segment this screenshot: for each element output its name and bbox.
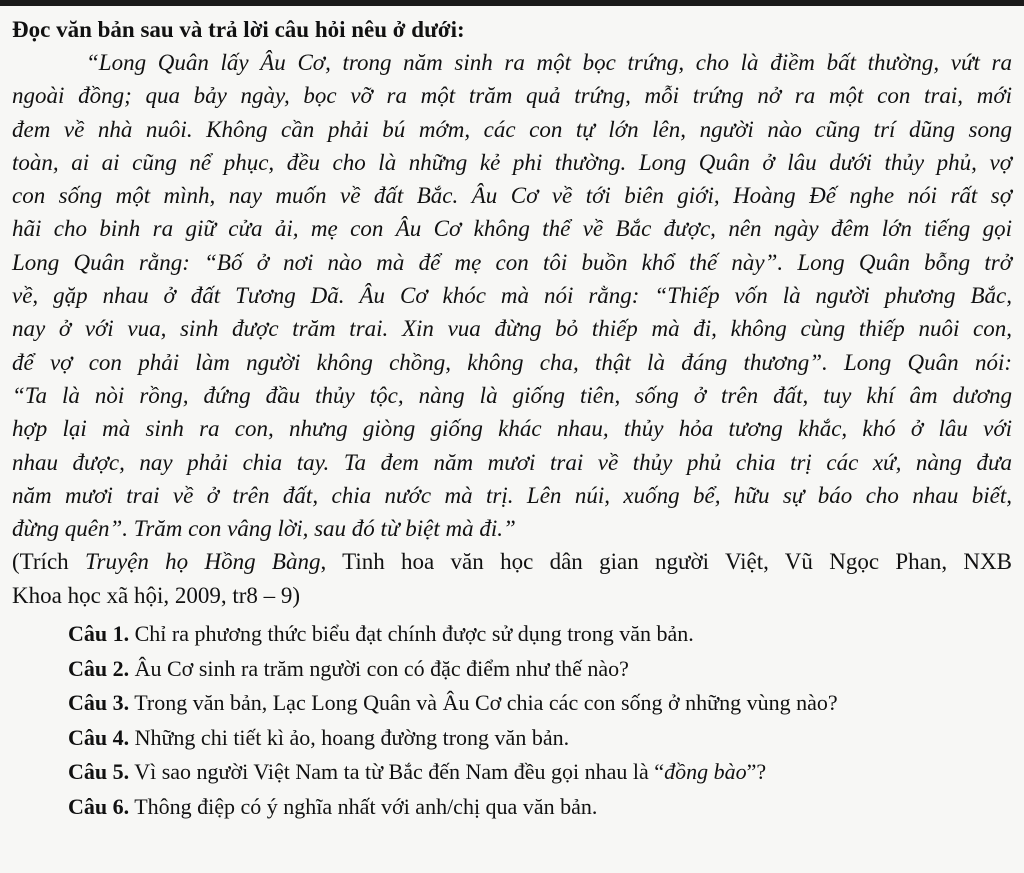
passage-line: hợp lại mà sinh ra con, nhưng giòng giống khác nhau, thủy hỏa tương khắc, khó ở lâu với — [12, 416, 1012, 442]
passage-line: để vợ con phải làm người không chồng, không cha, thật là đáng thương”. Long Quân nói: — [12, 349, 1012, 375]
question-label: Câu 2. — [68, 655, 130, 681]
question-text: Trong văn bản, Lạc Long Quân và Âu Cơ chia các con sống ở những vùng nào? — [129, 690, 838, 716]
passage-line: “Ta là nòi rồng, đứng đầu thủy tộc, nàng là giống tiên, sống ở trên đất, tuy khí âm dương — [12, 382, 1012, 408]
question-text: Chỉ ra phương thức biểu đạt chính được sử dụng trong văn bản. — [129, 621, 694, 647]
question-item — [12, 790, 1012, 825]
question-item — [12, 755, 1012, 790]
instruction-heading: Đọc văn bản sau và trả lời câu hỏi nêu ở dưới: — [12, 17, 465, 42]
question-text-end: ”? — [746, 759, 767, 785]
source-citation — [12, 545, 1012, 612]
citation-title: Truyện họ Hồng Bàng — [84, 549, 321, 575]
passage-line: con sống một mình, nay muốn về đất Bắc. Âu Cơ về tới biên giới, Hoàng Đế nghe nói rất sợ — [12, 183, 1012, 209]
passage-line: đem về nhà nuôi. Không cần phải bú mớm, các con tự lớn lên, người nào cũng trí dũng song — [12, 116, 1012, 142]
passage-line: Long Quân rằng: “Bố ở nơi nào mà để mẹ con tôi buồn khổ thế này”. Long Quân bỗng trở — [12, 249, 1012, 275]
question-text: Âu Cơ sinh ra trăm người con có đặc điểm như thế nào? — [129, 655, 629, 681]
question-item — [12, 652, 1012, 687]
question-text: Thông điệp có ý nghĩa nhất với anh/chị qua văn bản. — [129, 793, 598, 819]
question-emphasis: đồng bào — [664, 759, 747, 785]
passage-line: năm mươi trai về ở trên đất, chia nước mà trị. Lên núi, xuống bể, hữu sự báo cho nhau biết, — [12, 482, 1012, 508]
question-label: Câu 4. — [68, 724, 130, 750]
citation-rest: , Tinh hoa văn học dân gian người Việt, Vũ Ngọc Phan, NXB — [320, 549, 1012, 575]
passage-line: nhau được, nay phải chia tay. Ta đem năm mươi trai về thủy phủ chia trị các xứ, nàng đưa — [12, 449, 1012, 475]
passage-line: ngoài đồng; qua bảy ngày, bọc vỡ ra một trăm quả trứng, mỗi trứng nở ra một con trai, mới — [12, 83, 1012, 109]
passage-line: “Long Quân lấy Âu Cơ, trong năm sinh ra một bọc trứng, cho là điềm bất thường, vứt ra — [86, 50, 1012, 75]
question-label: Câu 6. — [68, 793, 130, 819]
question-item — [12, 686, 1012, 721]
passage-line: đừng quên”. Trăm con vâng lời, sau đó từ biệt mà đi.” — [12, 516, 516, 542]
passage-line: hãi cho binh ra giữ cửa ải, mẹ con Âu Cơ không thể về Bắc được, nên ngày đêm lớn tiếng gọi — [12, 216, 1012, 242]
question-item — [12, 721, 1012, 756]
document-page — [12, 6, 1012, 824]
citation-line-2: Khoa học xã hội, 2009, tr8 – 9) — [12, 582, 301, 608]
question-text: Những chi tiết kì ảo, hoang đường trong văn bản. — [129, 724, 570, 750]
question-list — [12, 617, 1012, 824]
passage-line: về, gặp nhau ở đất Tương Dã. Âu Cơ khóc mà nói rằng: “Thiếp vốn là người phương Bắc, — [12, 283, 1012, 309]
citation-line — [12, 545, 1012, 578]
citation-prefix: (Trích — [12, 549, 85, 575]
question-text: Vì sao người Việt Nam ta từ Bắc đến Nam đều gọi nhau là “ — [129, 759, 665, 785]
passage-line: nay ở với vua, sinh được trăm trai. Xin vua đừng bỏ thiếp mà đi, không cùng thiếp nuôi con, — [12, 316, 1012, 342]
question-label: Câu 5. — [68, 759, 130, 785]
question-label: Câu 1. — [68, 621, 130, 647]
passage — [12, 46, 1012, 545]
passage-line: toàn, ai ai cũng nể phục, đều cho là những kẻ phi thường. Long Quân ở lâu dưới thủy phủ, vợ — [12, 149, 1012, 175]
question-label: Câu 3. — [68, 690, 130, 716]
question-item — [12, 617, 1012, 652]
